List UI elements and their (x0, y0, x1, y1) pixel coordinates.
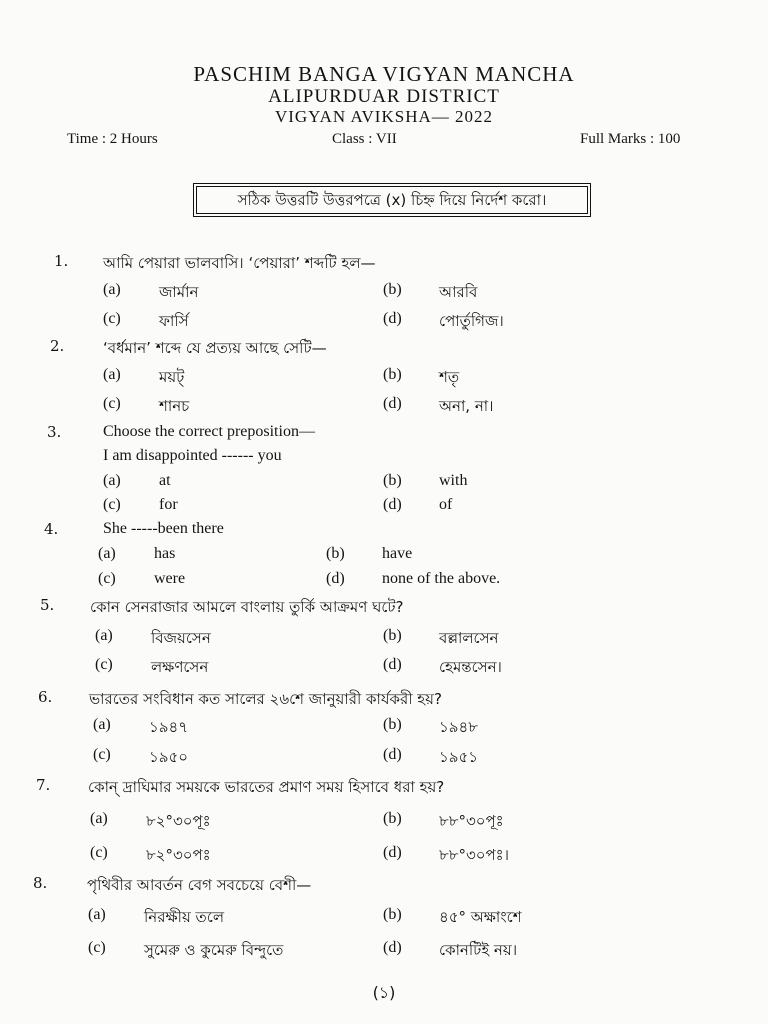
option-label: (b) (383, 472, 402, 489)
answer-option[interactable] (383, 906, 683, 928)
answer-option[interactable] (90, 810, 390, 832)
answer-option[interactable] (88, 939, 388, 961)
option-label: (a) (103, 472, 121, 489)
option-label: (a) (95, 627, 113, 644)
option-label: (d) (383, 395, 402, 412)
question-number: 6. (38, 688, 53, 706)
option-text: ১৯৪৮ (439, 718, 478, 736)
question-number: 8. (33, 874, 48, 892)
option-label: (d) (383, 310, 402, 327)
district-title: ALIPURDUAR DISTRICT (268, 86, 500, 107)
option-text: ফার্সি (159, 312, 189, 330)
option-text: ১৯৫০ (149, 748, 188, 766)
option-text: ১৯৫১ (439, 748, 478, 766)
answer-option[interactable] (383, 627, 683, 649)
question-number: 5. (40, 596, 55, 614)
answer-option[interactable] (326, 570, 626, 592)
option-label: (c) (93, 746, 111, 763)
page-number: (১) (372, 983, 396, 1002)
option-text: were (154, 570, 186, 587)
answer-option[interactable] (383, 472, 683, 494)
question-number: 7. (36, 776, 51, 794)
answer-option[interactable] (103, 281, 403, 303)
option-label: (d) (383, 844, 402, 861)
answer-option[interactable] (326, 545, 626, 567)
exam-title: VIGYAN AVIKSHA— 2022 (274, 107, 494, 126)
option-label: (c) (103, 496, 121, 513)
question-number: 4. (44, 520, 59, 538)
option-label: (c) (88, 939, 106, 956)
answer-option[interactable] (383, 310, 683, 332)
question-text: কোন সেনরাজার আমলে বাংলায় তুর্কি আক্রমণ ঘটে? (90, 598, 404, 616)
option-text: ৮৮°৩০পূঃ (439, 812, 504, 830)
option-text: অনা, না। (439, 397, 494, 415)
answer-option[interactable] (103, 496, 403, 518)
option-text: of (439, 496, 453, 513)
exam-class: Class : VII (332, 131, 397, 147)
answer-option[interactable] (383, 746, 683, 768)
option-text: ৪৫° অক্ষাংশে (439, 908, 522, 926)
answer-option[interactable] (93, 716, 393, 738)
answer-option[interactable] (383, 716, 683, 738)
option-text: has (154, 545, 176, 562)
option-text: with (439, 472, 468, 489)
option-text: for (159, 496, 178, 513)
question-text: আমি পেয়ারা ভালবাসি। ‘পেয়ারা’ শব্দটি হল— (103, 254, 376, 272)
option-text: ৮৮°৩০পঃ। (439, 846, 510, 864)
option-text: নিরক্ষীয় তলে (144, 908, 225, 926)
option-label: (b) (383, 810, 402, 827)
option-text: বল্লালসেন (439, 629, 499, 647)
answer-option[interactable] (93, 746, 393, 768)
option-label: (b) (383, 906, 402, 923)
answer-option[interactable] (383, 366, 683, 388)
question-number: 1. (54, 252, 69, 270)
question-text: ‘বর্ধমান’ শব্দে যে প্রত্যয় আছে সেটি— (103, 339, 327, 357)
organization-title: PASCHIM BANGA VIGYAN MANCHA (193, 62, 575, 86)
question-text: পৃথিবীর আবর্তন বেগ সবচেয়ে বেশী— (87, 876, 312, 894)
answer-option[interactable] (383, 496, 683, 518)
question-number: 3. (47, 423, 62, 441)
option-text: শানচ (159, 397, 190, 415)
option-text: হেমন্তসেন। (439, 658, 502, 676)
instruction-box: সঠিক উত্তরটি উত্তরপত্রে (x) চিহ্ন দিয়ে নির্দেশ করো। (196, 186, 588, 214)
option-label: (a) (98, 545, 116, 562)
answer-option[interactable] (103, 366, 403, 388)
question-text: কোন্ দ্রাঘিমার সময়কে ভারতের প্রমাণ সময় হিসাবে ধরা হয়? (88, 778, 445, 796)
option-text: have (382, 545, 413, 562)
option-label: (c) (98, 570, 116, 587)
option-text: ময়ট্ (159, 368, 185, 386)
option-text: আরবি (439, 283, 478, 301)
answer-option[interactable] (383, 810, 683, 832)
option-text: ৮২°৩০পঃ (146, 846, 211, 864)
answer-option[interactable] (383, 281, 683, 303)
option-label: (c) (103, 310, 121, 327)
full-marks: Full Marks : 100 (580, 131, 681, 147)
option-text: বিজয়সেন (151, 629, 211, 647)
option-text: সুমেরু ও কুমেরু বিন্দুতে (144, 941, 284, 959)
option-label: (a) (88, 906, 106, 923)
option-label: (d) (383, 746, 402, 763)
question-text: ভারতের সংবিধান কত সালের ২৬শে জানুয়ারী কার্যকরী হয়? (89, 690, 442, 708)
option-label: (a) (93, 716, 111, 733)
question-text: I am disappointed ------ you (103, 447, 282, 464)
option-text: জার্মান (159, 283, 199, 301)
answer-option[interactable] (90, 844, 390, 866)
answer-option[interactable] (103, 472, 403, 494)
option-label: (d) (326, 570, 345, 587)
answer-option[interactable] (103, 395, 403, 417)
option-text: কোনটিই নয়। (439, 941, 518, 959)
answer-option[interactable] (383, 939, 683, 961)
answer-option[interactable] (88, 906, 388, 928)
option-text: ৮২°৩০পূঃ (146, 812, 211, 830)
question-text: Choose the correct preposition— (103, 423, 315, 440)
option-text: লক্ষণসেন (151, 658, 209, 676)
option-label: (a) (103, 366, 121, 383)
option-label: (b) (383, 716, 402, 733)
exam-time: Time : 2 Hours (67, 131, 158, 147)
option-label: (a) (90, 810, 108, 827)
option-label: (d) (383, 939, 402, 956)
option-label: (b) (326, 545, 345, 562)
option-label: (d) (383, 656, 402, 673)
answer-option[interactable] (95, 627, 395, 649)
option-label: (c) (90, 844, 108, 861)
option-text: at (159, 472, 171, 489)
option-label: (a) (103, 281, 121, 298)
question-number: 2. (50, 337, 65, 355)
option-text: পোর্তুগিজ। (439, 312, 504, 330)
answer-option[interactable] (383, 656, 683, 678)
option-text: শতৃ (439, 368, 460, 386)
answer-option[interactable] (95, 656, 395, 678)
option-label: (c) (95, 656, 113, 673)
option-label: (b) (383, 281, 402, 298)
answer-option[interactable] (383, 395, 683, 417)
option-text: ১৯৪৭ (149, 718, 188, 736)
option-label: (c) (103, 395, 121, 412)
option-text: none of the above. (382, 570, 501, 587)
question-text: She -----been there (103, 520, 224, 537)
option-label: (b) (383, 627, 402, 644)
option-label: (d) (383, 496, 402, 513)
answer-option[interactable] (383, 844, 683, 866)
option-label: (b) (383, 366, 402, 383)
answer-option[interactable] (103, 310, 403, 332)
